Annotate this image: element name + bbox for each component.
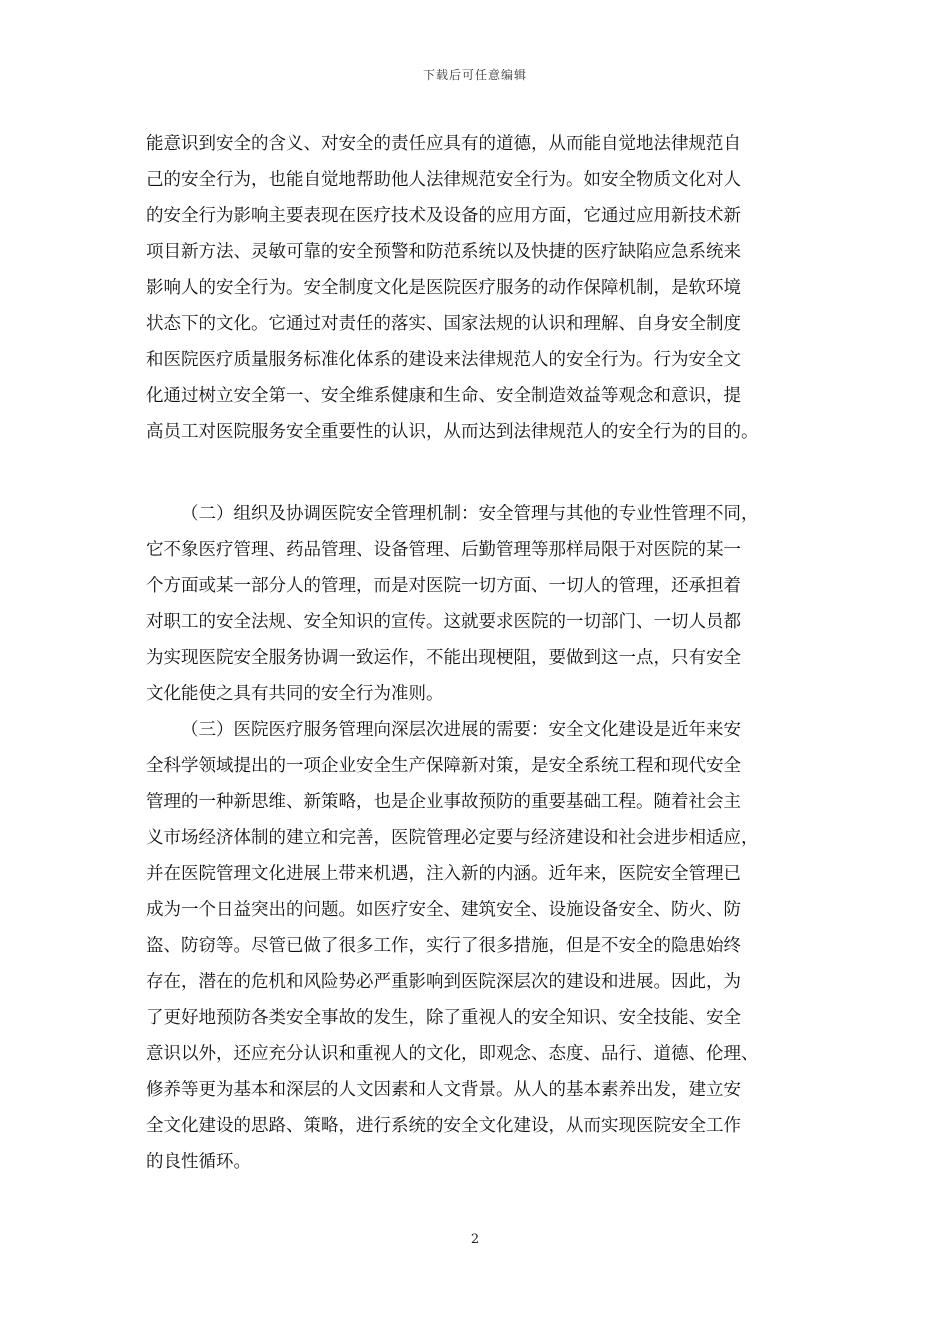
text-line: 能意识到安全的含义、对安全的责任应具有的道德，从而能自觉地法律规范自 xyxy=(146,134,741,154)
text-line: 化通过树立安全第一、安全维系健康和生命、安全制造效益等观念和意识，提 xyxy=(146,386,741,406)
text-line: 的安全行为影响主要表现在医疗技术及设备的应用方面，它通过应用新技术新 xyxy=(146,206,741,226)
text-line: 管理的一种新思维、新策略，也是企业事故预防的重要基础工程。随着社会主 xyxy=(146,792,741,812)
text-line: 修养等更为基本和深层的人文因素和人文背景。从人的基本素养出发，建立安 xyxy=(146,1080,741,1100)
text-line: 它不象医疗管理、药品管理、设备管理、后勤管理等那样局限于对医院的某一 xyxy=(146,540,741,560)
text-line: 的良性循环。 xyxy=(146,1152,251,1172)
text-line: 为实现医院安全服务协调一致运作，不能出现梗阻，要做到这一点，只有安全 xyxy=(146,648,741,668)
text-line: 并在医院管理文化进展上带来机遇，注入新的内涵。近年来，医院安全管理已 xyxy=(146,864,741,884)
text-line: 存在，潜在的危机和风险势必严重影响到医院深层次的建设和进展。因此，为 xyxy=(146,972,741,992)
text-line: 文化能使之具有共同的安全行为准则。 xyxy=(146,684,444,704)
page-number: 2 xyxy=(470,1232,480,1247)
text-line: 和医院医疗质量服务标准化体系的建设来法律规范人的安全行为。行为安全文 xyxy=(146,350,741,370)
text-line: 意识以外，还应充分认识和重视人的文化，即观念、态度、品行、道德、伦理、 xyxy=(146,1044,759,1064)
text-line: 状态下的文化。它通过对责任的落实、国家法规的认识和理解、自身安全制度 xyxy=(146,314,741,334)
text-line: 全文化建设的思路、策略，进行系统的安全文化建设，从而实现医院安全工作 xyxy=(146,1116,741,1136)
text-line: 对职工的安全法规、安全知识的宣传。这就要求医院的一切部门、一切人员都 xyxy=(146,612,741,632)
text-line: 高员工对医院服务安全重要性的认识，从而达到法律规范人的安全行为的目的。 xyxy=(146,422,759,442)
page-header: 下载后可任意编辑 xyxy=(422,68,527,82)
text-line: 盗、防窃等。尽管已做了很多工作，实行了很多措施，但是不安全的隐患始终 xyxy=(146,936,741,956)
text-line: 义市场经济体制的建立和完善，医院管理必定要与经济建设和社会进步相适应， xyxy=(146,828,759,848)
paragraph-first-line: （二）组织及协调医院安全管理机制：安全管理与其他的专业性管理不同， xyxy=(181,504,759,524)
text-line: 成为一个日益突出的问题。如医疗安全、建筑安全、设施设备安全、防火、防 xyxy=(146,900,741,920)
text-line: 个方面或某一部分人的管理，而是对医院一切方面、一切人的管理，还承担着 xyxy=(146,576,741,596)
text-line: 了更好地预防各类安全事故的发生，除了重视人的安全知识、安全技能、安全 xyxy=(146,1008,741,1028)
paragraph-first-line: （三）医院医疗服务管理向深层次进展的需要：安全文化建设是近年来安 xyxy=(181,720,741,740)
text-line: 己的安全行为，也能自觉地帮助他人法律规范安全行为。如安全物质文化对人 xyxy=(146,170,741,190)
text-line: 影响人的安全行为。安全制度文化是医院医疗服务的动作保障机制，是软环境 xyxy=(146,278,741,298)
text-line: 项目新方法、灵敏可靠的安全预警和防范系统以及快捷的医疗缺陷应急系统来 xyxy=(146,242,741,262)
text-line: 全科学领域提出的一项企业安全生产保障新对策，是安全系统工程和现代安全 xyxy=(146,756,741,776)
